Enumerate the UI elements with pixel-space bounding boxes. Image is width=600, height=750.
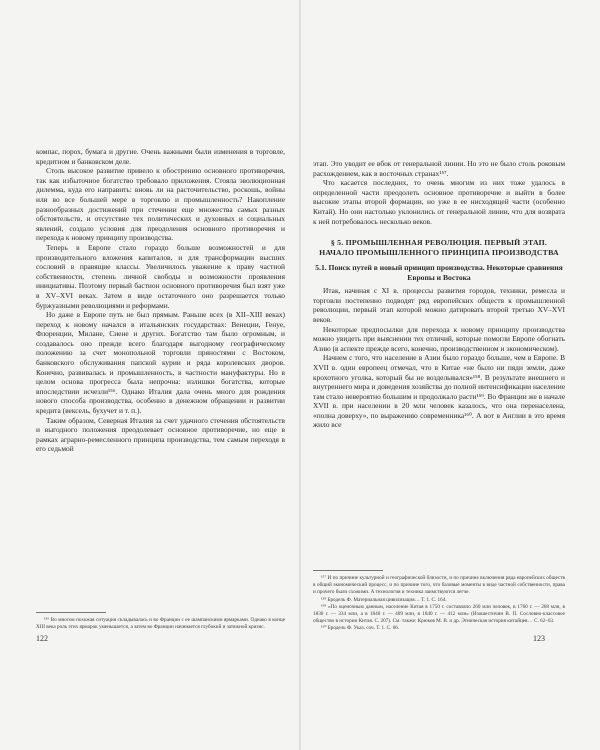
right-page (301, 0, 600, 750)
section-heading: § 5. ПРОМЫШЛЕННАЯ РЕВОЛЮЦИЯ. ПЕРВЫЙ ЭТАП. НАЧАЛО ПРОМЫШЛЕННОГО ПРИНЦИПА ПРОИЗВОДСТВА (319, 238, 559, 257)
right-intro-paragraph-2: Что касается последних, то очень многим из них тоже удалось в определенной части преодолеть основное противоречие и выйти в более высокие этапы второй формации, но уже в ее нисходящей части (особенно Китай). Но они настолько уклонились от генеральной линии, что для возврата к ней потребовалось несколько веков. (313, 178, 565, 226)
left-paragraph-1: компас, порох, бумага и другие. Очень важными были изменения в торговле, кредитном и банковском деле. (36, 147, 285, 166)
footnote-158: ¹⁵⁸ Бродель Ф. Материальная цивилизация… Т. 1. С. 164. (321, 596, 447, 603)
left-paragraph-2: Столь высокое развитие привело к обострению основного противоречия, так как избыточное богатство требовало приложения. Стояла эволюционная дилемма, куда его направить: вновь ли на расточительство, роскошь, войны или во все большей мере в торговлю и промышленность? Накопление разнообразных достижений при стечении еще множества самых разных обстоятельств, и отсутствие тех политических и духовных и социальных явлений, создало условия для преодоления основного противоречия и перехода к новому принципу производства. (36, 166, 285, 243)
footnote-160: ¹⁶⁰ Бродель Ф. Указ. соч. Т. 1. С. 66. (321, 625, 400, 632)
left-page (0, 0, 299, 750)
footnote-rule (36, 612, 106, 613)
footnote-159: ¹⁵⁹ «По оценочным данным, население Китая в 1750 г. составляло 260 млн человек, в 1760 г. — 268 млн, в 1830 г. — 334 млн, а в 1840 г. — 409 млн, в 1840 г. — 412 млн» (Изошестичин В. П. Сословно-классовое общество в истории Китая. С. 207). См. также: Крюков М. В. и др. Этническая история китайцев… С. 62–63. (313, 603, 565, 625)
left-text-column (36, 147, 285, 454)
right-paragraph-1: Итак, начиная с XI в. процессы развития городов, техники, ремесла и торговли постепенно подводят ряд европейских обществ к промышленной революции, первый этап которой можно датировать второй третью XV–XVI веков. (313, 286, 565, 324)
right-paragraph-2: Некоторые предпосылки для перехода к новому принципу производства можно увидеть при выяснении тех отличий, которые помогли Европе обогнать Азию (в аспекте прежде всего, конечно, производственном и экономическом). (313, 324, 565, 353)
right-text-column (313, 159, 565, 430)
right-footnote-area (313, 562, 565, 633)
page-number-right: 123 (533, 634, 545, 643)
left-footnote-area (36, 604, 285, 631)
right-paragraph-3: Начнем с того, что население в Азии было гораздо больше, чем в Европе. В XVII в. один европеец отмечал, что в Китае «не было ни пяди земли, даже крохотного уголка, который бы не возделывался»¹⁵⁸. В результате внешнего и внутреннего мира и доведения хозяйства до полной интенсификации население там стало невероятно большим и продолжало расти¹⁵⁹. Во Франции же в начале XVII в. при населении в 20 млн человек казалось, что она перенаселена, «полна доверху», по выражению современника¹⁶⁰. А вот в Англии в это время жило все (313, 353, 565, 430)
left-paragraph-5: Таким образом, Северная Италия за счет удачного стечения обстоятельств и выгодного положения преодолевает основное противоречие, но еще в рамках аграрно-ремесленного принципа производства, тем самым переходя в его седьмой (36, 415, 285, 454)
left-paragraph-4: Но даже в Европе путь не был прямым. Раньше всех (в XII–XIII веках) переход к новому начался в итальянских государствах: Венеции, Генуе, Флоренции, Милане, Сиене и других. Богатство там было огромным, и создавалось оно прежде всего благодаря выгодному географическому положению за счет монопольной торговли пряностями с Востоком, банковского обслуживания папской курии и ряда королевских дворов. Конечно, развивалась и промышленность, в частности мануфактуры. Но в целом основа прогресса была непрочна: излишки богатства, которые впоследствии исчезли¹⁵⁶. Однако Италия дала очень много для рождения нового способа производства, особенно в денежном обращении и развитии кредита (вексель, бухучет и т. п.). (36, 310, 285, 416)
footnote-157: ¹⁵⁷ И по причине культурной и географической близости, и по причине включения ряда европейских обществ в общий экономический процесс, и по причине того, что базовые моменты в виде частной собственности, права и прочего были схожими. А технология и техника заимствуются легче. (313, 575, 565, 596)
subsection-heading: 5.1. Поиск путей в новый принцип производства. Некоторые сравнения Европы и Востока (315, 263, 563, 282)
page-number-left: 122 (36, 634, 48, 643)
footnote-rule (313, 570, 383, 571)
right-intro-paragraph-1: этап. Это уводит ее вбок от генеральной линии. Но это не было столь роковым расхождением, как в восточных странах¹⁵⁷. (313, 159, 565, 178)
footnote-156: ¹⁵⁶ Во многом похожая ситуация складывалась и во Франции с ее шампанскими ярмарками. Однако в конце XIII века роль этих ярмарок уменьшается, а затем во Франции начинается глубокий и затяжной кризис. (36, 617, 285, 631)
left-paragraph-3: Теперь в Европе стало гораздо больше возможностей и для производительного вложения капиталов, и для трансформации высших сословий в правящие классы. Увеличилось уважение к праву частной собственности, степень личной свободы и возможности проявления инициативы. Поэтому первый бастион основного противоречия был взят уже в XV–XVI веках. Затем в виде остаточного оно разрешается только буржуазными революциями и реформами. (36, 242, 285, 310)
